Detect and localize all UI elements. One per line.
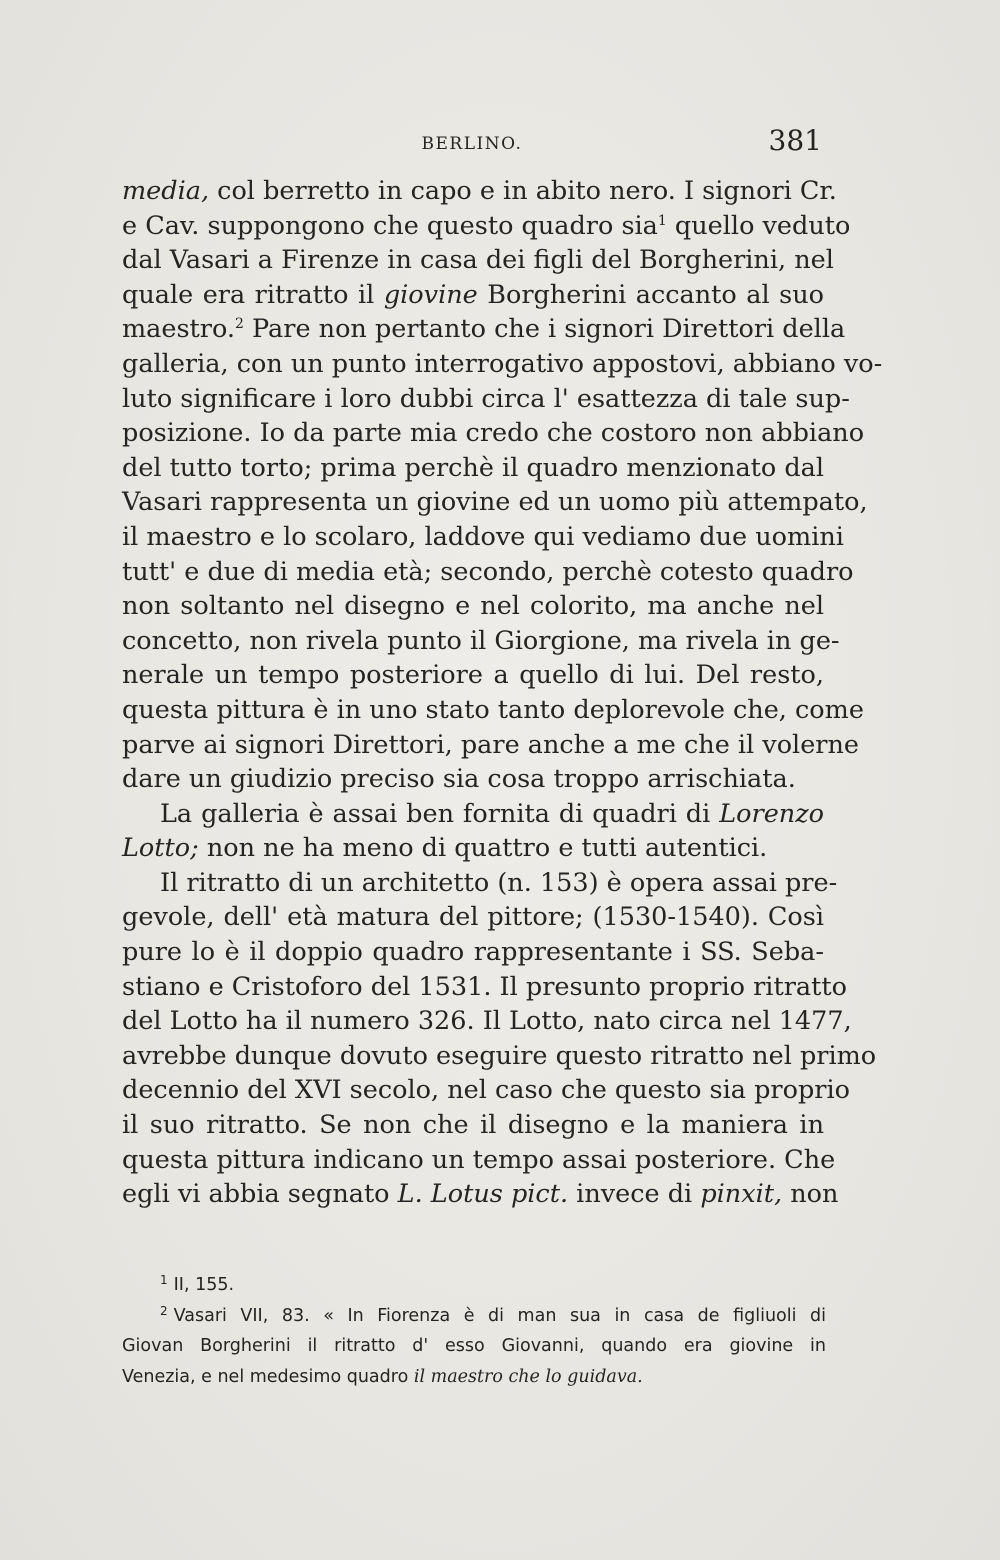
text-line: media, col berretto in capo e in abito nero. I signori Cr.: [122, 176, 837, 206]
footnote: $^2$ Vasari VII, 83. « In Fiorenza è di man sua in casa de figliuoli di: [160, 1303, 826, 1326]
paragraph: [122, 797, 824, 866]
footnote-ref: 2: [235, 316, 244, 333]
text-line: non soltanto nel disegno e nel colorito, ma anche nel: [122, 591, 824, 622]
text-line: il maestro e lo scolaro, laddove qui vediamo due uomini: [122, 521, 844, 552]
text-line: parve ai signori Direttori, pare anche a me che il volerne: [122, 729, 860, 760]
text-line: posizione. Io da parte mia credo che costoro non abbiano: [122, 418, 865, 449]
text-line: decennio del XVI secolo, nel caso che questo sia proprio: [122, 1075, 850, 1106]
text-line: avrebbe dunque dovuto eseguire questo ritratto nel primo: [122, 1040, 877, 1071]
text-line: pure lo è il doppio quadro rappresentante i SS. Seba-: [122, 937, 824, 968]
footnote-line: Giovan Borgherini il ritratto d' esso Giovanni, quando era giovine in: [122, 1336, 826, 1356]
text-line: egli vi abbia segnato L. Lotus pict. invece di pinxit, non: [122, 1179, 839, 1210]
text-line: tutt' e due di media età; secondo, perchè cotesto quadro: [122, 556, 854, 587]
text-line: dare un giudizio preciso sia cosa troppo arrischiata.: [122, 764, 796, 795]
text-line: gevole, dell' età matura del pittore; (1530-1540). Così: [122, 902, 824, 933]
text-line: concetto, non rivela punto il Giorgione, ma rivela in ge-: [122, 625, 840, 656]
text-line: quale era ritratto il giovine Borgherini accanto al suo: [122, 279, 824, 310]
text-line: maestro.$^2$ Pare non pertanto che i signori Direttori della: [122, 314, 846, 345]
text-line: stiano e Cristoforo del 1531. Il presunto proprio ritratto: [122, 971, 847, 1002]
text-line: luto significare i loro dubbi circa l' esattezza di tale sup-: [122, 383, 850, 414]
footnote-ref: 1: [657, 212, 667, 229]
running-head: BERLINO.: [421, 134, 523, 154]
text-line: Lotto; non ne ha meno di quattro e tutti autentici.: [122, 833, 768, 864]
text-line: La galleria è assai ben fornita di quadri di Lorenzo: [160, 798, 824, 829]
text-line: Vasari rappresenta un giovine ed un uomo più attempato,: [122, 487, 868, 518]
footnote-line: Venezia, e nel medesimo quadro il maestro che lo guidava.: [122, 1366, 643, 1387]
text-line: questa pittura è in uno stato tanto deplorevole che, come: [122, 694, 864, 725]
text-line: Il ritratto di un architetto (n. 153) è opera assai pre-: [160, 867, 838, 898]
text-line: e Cav. suppongono che questo quadro sia$^1$ quello veduto: [122, 210, 851, 241]
footnotes: [122, 1270, 826, 1392]
text-line: dal Vasari a Firenze in casa dei figli del Borgherini, nel: [122, 245, 834, 276]
page-header: [122, 122, 822, 162]
page-number: 381: [768, 124, 822, 157]
paragraph: [122, 866, 877, 1212]
text-line: questa pittura indicano un tempo assai posteriore. Che: [122, 1144, 836, 1175]
text-line: del Lotto ha il numero 326. Il Lotto, nato circa nel 1477,: [122, 1006, 852, 1037]
text-line: nerale un tempo posteriore a quello di lui. Del resto,: [122, 660, 824, 691]
text-line: il suo ritratto. Se non che il disegno e la maniera in: [122, 1110, 824, 1141]
paragraph: [122, 174, 883, 797]
text-line: del tutto torto; prima perchè il quadro menzionato dal: [122, 452, 825, 483]
body-text: [122, 174, 883, 1212]
text-line: galleria, con un punto interrogativo appostovi, abbiano vo-: [122, 348, 883, 379]
footnote: $^1$ II, 155.: [160, 1273, 235, 1295]
